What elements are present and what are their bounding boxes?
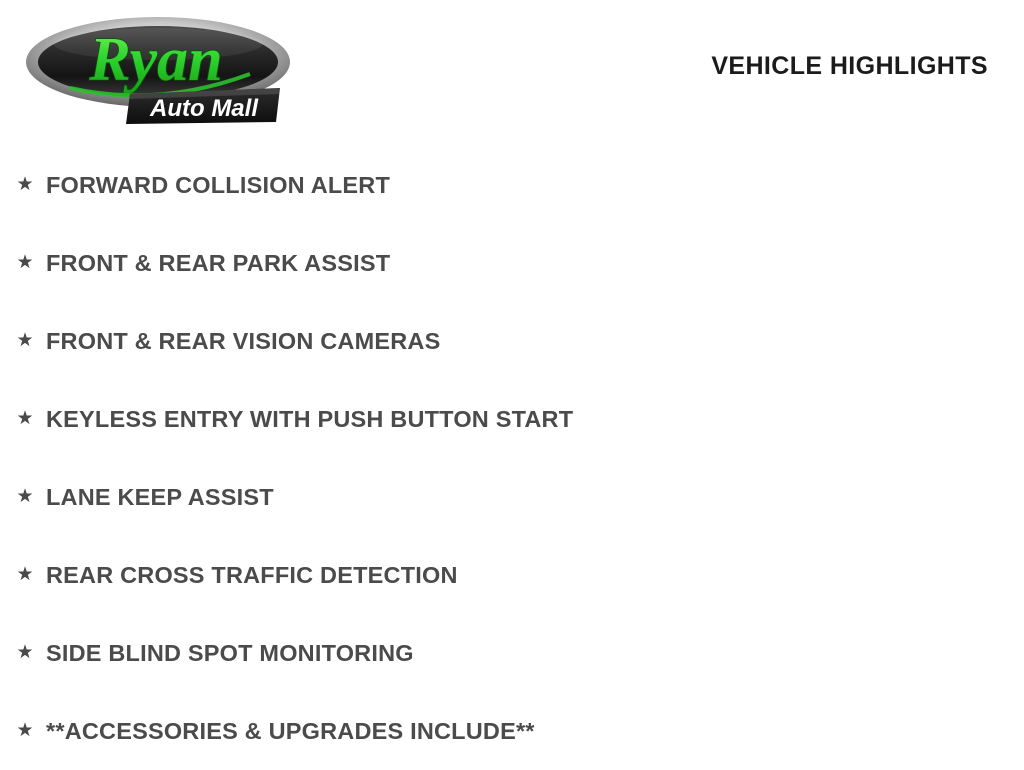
star-icon: ★: [16, 564, 34, 585]
svg-text:Ryan: Ryan: [89, 26, 223, 94]
highlight-label: KEYLESS ENTRY WITH PUSH BUTTON START: [46, 405, 574, 432]
page-title: VEHICLE HIGHLIGHTS: [711, 52, 988, 80]
list-item: [0, 146, 1024, 224]
list-item: [0, 536, 1024, 614]
highlight-label: FRONT & REAR PARK ASSIST: [46, 249, 391, 276]
list-item: [0, 302, 1024, 380]
page-header: [0, 0, 1024, 135]
highlight-label: FRONT & REAR VISION CAMERAS: [46, 327, 441, 354]
star-icon: ★: [16, 720, 34, 741]
highlight-label: FORWARD COLLISION ALERT: [46, 171, 391, 198]
list-item: [0, 692, 1024, 770]
list-item: [0, 614, 1024, 692]
highlight-label: REAR CROSS TRAFFIC DETECTION: [46, 561, 458, 588]
highlight-label: LANE KEEP ASSIST: [46, 483, 274, 510]
star-icon: ★: [16, 330, 34, 351]
ryan-auto-mall-logo: [18, 10, 303, 128]
svg-text:Auto Mall: Auto Mall: [150, 95, 258, 122]
highlight-label: **ACCESSORIES & UPGRADES INCLUDE**: [46, 717, 535, 744]
star-icon: ★: [16, 642, 34, 663]
star-icon: ★: [16, 408, 34, 429]
vehicle-highlights-list: [0, 146, 1024, 770]
list-item: [0, 224, 1024, 302]
highlight-label: SIDE BLIND SPOT MONITORING: [46, 639, 414, 666]
list-item: [0, 380, 1024, 458]
star-icon: ★: [16, 252, 34, 273]
star-icon: ★: [16, 174, 34, 195]
list-item: [0, 458, 1024, 536]
star-icon: ★: [16, 486, 34, 507]
